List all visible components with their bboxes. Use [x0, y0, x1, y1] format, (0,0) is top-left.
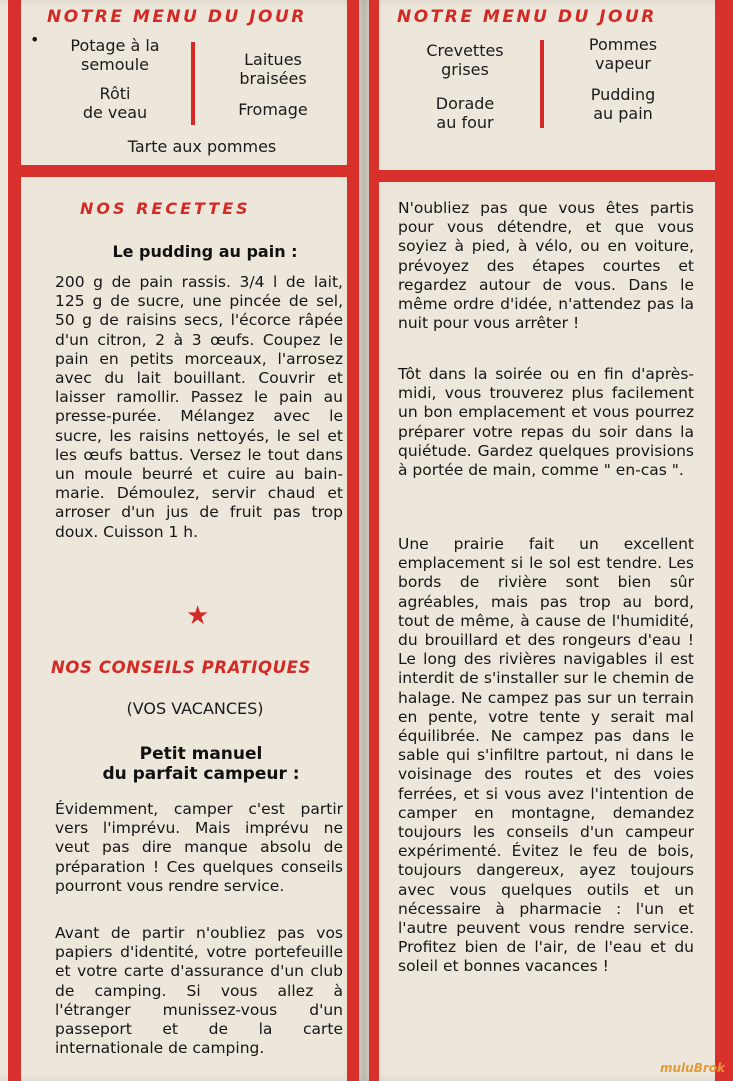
right-frame-right-bar [715, 0, 733, 1081]
manual-title: Petit manuel du parfait campeur : [102, 744, 300, 784]
menu-item-crevettes: Crevettes grises [426, 41, 504, 79]
left-frame-right-bar [347, 0, 359, 1081]
camping-paragraph-3: Une prairie fait un excellent emplacement si le sol est tendre. Les bords de rivière sont bien sûr agréables, mais pas trop au bord, tout de même, à cause de l'humidité, du brouillard et des rongeurs d'eau ! Le long des rivières navigables il est interdit de s'installer sur le chemin de halage. Ne campez pas sur un terrain en pente, votre tente y serait mal équilibrée. Ne campez pas dans le sable qui s'infiltre partout, ni dans le voisinage des routes et des voies ferrées, et si vous avez l'intention de camper en montagne, demandez toujours les conseils d'un campeur expérimenté. Évitez le feu de bois, toujours dangereux, ayez toujours avec vous quelques outils et un nécessaire à pharmacie : l'un et l'autre peuvent vous rendre service. Profitez bien de l'air, de l'eau et du soleil et bonnes vacances ! [398, 535, 694, 976]
left-menu-divider [8, 165, 359, 177]
menu-item-pommes: Pommes vapeur [588, 35, 658, 73]
menu-bullet: • [30, 30, 40, 49]
watermark: muluBrok [660, 1061, 725, 1075]
left-menu-title: NOTRE MENU DU JOUR [47, 7, 307, 27]
advice-paragraph-1: Évidemment, camper c'est partir vers l'imprévu. Mais imprévu ne veut pas dire manque absolu de préparation ! Ces quelques conseils pourront vous rendre service. [55, 800, 343, 895]
menu-item-potage: Potage à la semoule [70, 36, 160, 74]
right-menu-separator [540, 40, 544, 128]
menu-item-tarte: Tarte aux pommes [127, 137, 277, 156]
camping-paragraph-1: N'oubliez pas que vous êtes partis pour vous détendre, et que vous soyiez à pied, à vélo, ou en voiture, prévoyez des étapes courtes et regardez autour de vous. Dans le même ordre d'idée, n'attendez pas la nuit pour vous arrêter ! [398, 199, 694, 333]
menu-item-roti: Rôti de veau [82, 84, 148, 122]
camping-paragraph-2: Tôt dans la soirée ou en fin d'après-midi, vous trouverez plus facilement un bon emplacement et vous pourrez préparer votre repas du soir dans la quiétude. Gardez quelques provisions à portée de main, comme " en-cas ". [398, 365, 694, 480]
advice-paragraph-2: Avant de partir n'oubliez pas vos papiers d'identité, votre portefeuille et votre carte d'assurance d'un club de camping. Si vous allez à l'étranger munissez-vous d'un passeport et de la carte internationale de camping. [55, 924, 343, 1058]
menu-item-fromage: Fromage [238, 100, 308, 119]
left-page [0, 0, 364, 1081]
recipe-text: 200 g de pain rassis. 3/4 l de lait, 125 g de sucre, une pincée de sel, 50 g de raisins secs, l'écorce râpée d'un citron, 2 à 3 œufs. Coupez le pain en petits morceaux, l'arrosez avec du lait bouillant. Couvrir et laisser ramollir. Passez le pain au presse-purée. Mélangez avec le sucre, les raisins nettoyés, le sel et les œufs battus. Versez le tout dans un moule beurré et cuire au bain-marie. Démoulez, servir chaud et arroser d'un jus de fruit pas trop doux. Cuisson 1 h. [55, 273, 343, 541]
right-frame-left-bar [369, 0, 379, 1081]
right-menu-divider [369, 170, 733, 182]
recipe-name: Le pudding au pain : [112, 242, 298, 261]
recipes-title: NOS RECETTES [80, 199, 251, 218]
menu-item-pudding: Pudding au pain [590, 85, 656, 123]
menu-item-dorade: Dorade au four [435, 94, 495, 132]
right-menu-title: NOTRE MENU DU JOUR [397, 7, 657, 27]
menu-item-laitues: Laitues braisées [239, 50, 307, 88]
left-menu-separator [191, 42, 195, 125]
right-page [364, 0, 733, 1081]
left-frame-left-bar [8, 0, 21, 1081]
star-icon: ★ [186, 601, 210, 631]
advice-title: NOS CONSEILS PRATIQUES [51, 658, 312, 677]
advice-subtitle: (VOS VACANCES) [126, 699, 264, 718]
